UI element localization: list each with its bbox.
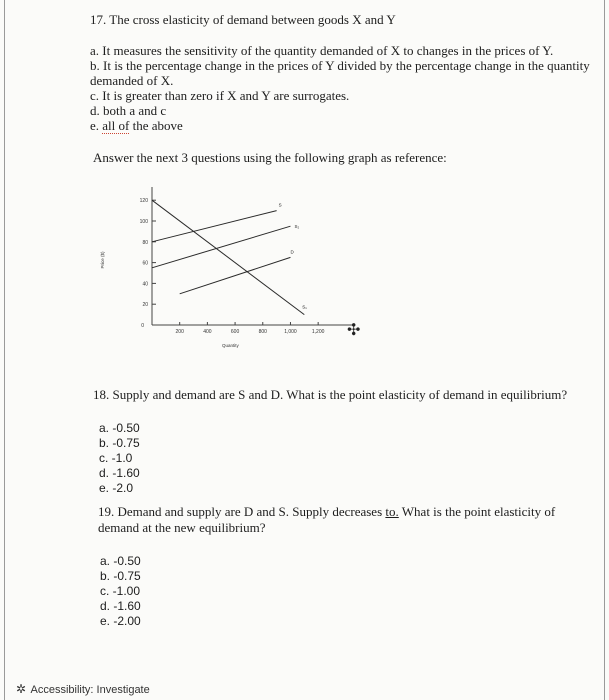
series-line-s1 — [152, 211, 277, 242]
y-tick-label: 20 — [142, 302, 148, 309]
q18-options — [99, 421, 593, 496]
question-18 — [93, 387, 593, 496]
supply-demand-chart — [92, 185, 362, 375]
q19-option-b: b. -0.75 — [100, 569, 141, 583]
q19-option-a: a. -0.50 — [100, 554, 141, 568]
question-19 — [98, 504, 578, 629]
series-line-d — [152, 200, 304, 314]
accessibility-label: Accessibility: Investigate — [30, 684, 150, 696]
q19-stem-underlined: to. — [385, 504, 399, 519]
y-tick-label: 60 — [142, 260, 148, 267]
origin-label: 0 — [141, 323, 144, 329]
q18-option-a: a. -0.50 — [99, 421, 140, 435]
q18-option-d: d. -1.60 — [99, 466, 140, 480]
q17-option-e-prefix: e. — [90, 118, 103, 133]
q17-option-e — [90, 118, 590, 133]
q19-options — [100, 554, 578, 629]
q19-option-d: d. -1.60 — [100, 599, 141, 613]
x-tick-label: 800 — [258, 329, 267, 335]
y-tick-label: 80 — [142, 239, 148, 246]
q17-option-c: c. It is greater than zero if X and Y are surrogates. — [90, 88, 350, 103]
q17-option-b: b. It is the percentage change in the prices of Y divided by the percentage change in the quantity demanded of X. — [90, 58, 590, 88]
q19-option-e: e. -2.00 — [100, 614, 141, 628]
x-tick-label: 1,200 — [311, 329, 325, 335]
y-tick-label: 40 — [142, 281, 148, 288]
q19-stem-pre: 19. Demand and supply are D and S. Supply decreases — [98, 504, 386, 519]
q17-option-a: a. It measures the sensitivity of the quantity demanded of X to changes in the prices of Y. — [90, 43, 554, 58]
q19-option-c: c. -1.00 — [100, 584, 141, 598]
y-tick-label: 120 — [139, 198, 148, 205]
series-label-s2: D — [290, 249, 294, 255]
accessibility-status[interactable] — [16, 682, 150, 696]
x-tick-label: 200 — [175, 329, 184, 335]
q17-option-e-suffix: the above — [129, 118, 183, 133]
x-axis-label: Quantity — [222, 343, 239, 348]
question-17-title: 17. The cross elasticity of demand between goods X and Y — [90, 12, 396, 27]
series-label-d: S₁ — [302, 304, 307, 310]
q17-option-d: d. both a and c — [90, 103, 167, 118]
accessibility-icon: ✲ — [16, 682, 27, 696]
x-tick-label: 1,000 — [284, 329, 297, 335]
x-tick-label: 400 — [203, 329, 212, 335]
q17-option-e-underlined: all of — [102, 118, 130, 133]
question-18-stem: 18. Supply and demand are S and D. What is the point elasticity of demand in equilibrium? — [93, 387, 568, 402]
y-tick-label: 100 — [139, 219, 148, 225]
series-label-s: S₂ — [294, 224, 300, 230]
q18-option-e: e. -2.0 — [99, 481, 134, 495]
q18-option-c: c. -1.0 — [99, 451, 133, 465]
x-tick-label: 600 — [230, 329, 240, 335]
q18-option-b: b. -0.75 — [99, 436, 140, 450]
y-axis-label: Price ($) — [100, 251, 105, 269]
question-19-stem — [98, 504, 578, 536]
graph-intro: Answer the next 3 questions using the following graph as reference: — [93, 150, 447, 165]
series-line-s — [152, 226, 290, 268]
question-17 — [90, 12, 590, 133]
series-label-s1: S — [278, 202, 282, 208]
q19-stem-post: What is the point elasticity of demand at the new equilibrium? — [98, 504, 556, 535]
cursor-icon: ✣ — [347, 322, 361, 339]
